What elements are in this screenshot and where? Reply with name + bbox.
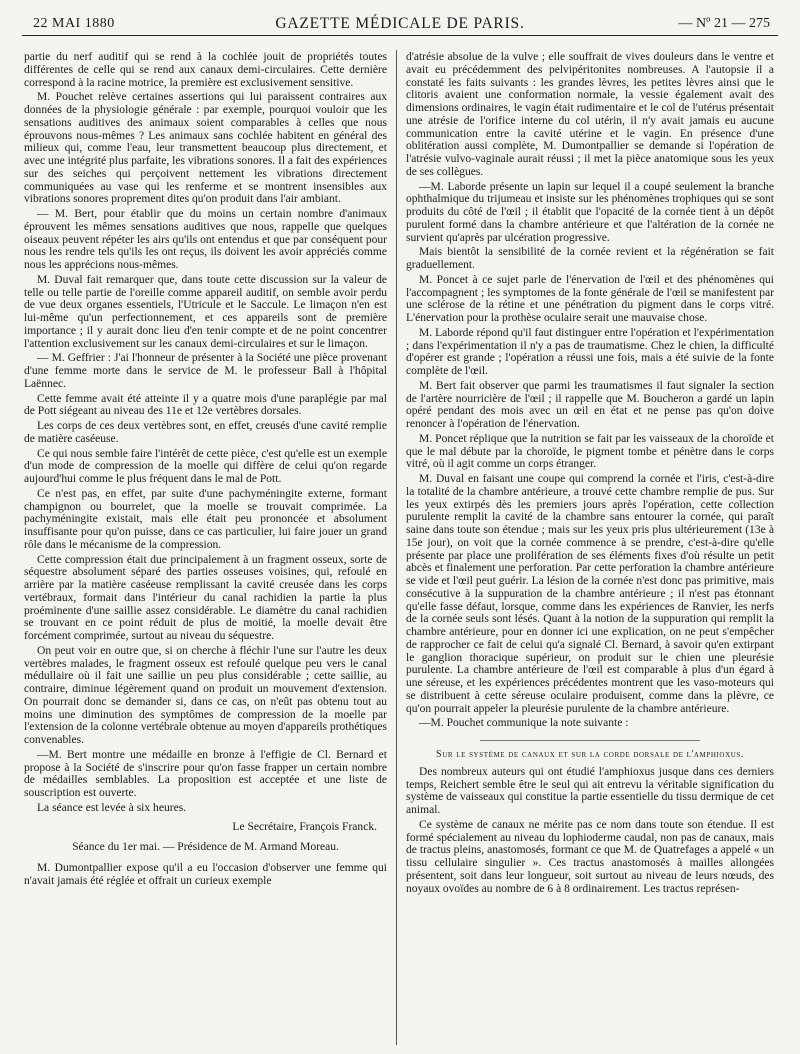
paragraph: —M. Bert montre une médaille en bronze à l'effigie de Cl. Bernard et propose à la Société de s'inscrire pour qu'on fasse frapper un certain nombre de médailles semblables. La proposition est acceptée et une liste de souscription est ouverte. <box>24 748 387 799</box>
column-divider <box>396 50 397 1045</box>
paragraph: La séance est levée à six heures. <box>37 801 187 814</box>
paragraph: M. Dumontpallier expose qu'il a eu l'occasion d'observer une femme qui n'avait jamais été réglée et offrait un curieux exemple <box>24 862 387 887</box>
secretary-signature: Le Secrétaire, François Franck. <box>232 820 377 833</box>
header-issue-page: — Nº 21 — 275 <box>678 16 770 31</box>
paragraph: Mais bientôt la sensibilité de la cornée revient et la régénération se fait graduellement. <box>406 246 774 271</box>
header-rule <box>22 35 778 36</box>
session-heading: Séance du 1er mai. — Présidence de M. Armand Moreau. <box>72 841 339 854</box>
paragraph: d'atrésie absolue de la vulve ; elle souffrait de vives douleurs dans le ventre et avait eu précédemment des pelvipéritonites nombreuses. A l'autopsie il a constaté les faits suivants : les grandes lèvres, les petites lèvres ainsi que le clitoris avaient une conformation normale, la vessie également avait des dimensions ordinaires, le vagin était rudimentaire et le col de l'utérus présentait une atrésie de l'orifice interne du col utérin, il n'y avait jamais eu aucune communication entre la cavité utérine et le vagin. En présence d'une oblitération aussi complète, M. Dumontpallier se demande si l'opération de l'atrésie vulvo-vaginale aurait réussi ; il met la pièce anatomique sous les yeux de ses collègues. <box>406 51 774 178</box>
header-title: GAZETTE MÉDICALE DE PARIS. <box>275 15 525 32</box>
paragraph: Cette compression était due principalement à un fragment osseux, sorte de séquestre absolument séparé des parties osseuses voisines, qui, refoulé en arrière par la matière caséeuse remplissant la cavité creusée dans les corps vertébraux, formait dans l'intérieur du canal rachidien la partie la plus proéminente d'une saillie assez considérable. Le diamètre du canal rachidien se trouvant en ce point réduit de plus de moitié, la moelle devait être forcément comprimée, surtout au niveau du séquestre. <box>24 553 387 642</box>
header-date: 22 MAI 1880 <box>33 16 115 31</box>
paragraph: — M. Geffrier : J'ai l'honneur de présenter à la Société une pièce provenant d'une femme morte dans le service de M. le professeur Ball à l'hôpital Laënnec. <box>24 352 387 390</box>
page-header <box>0 0 800 42</box>
paragraph: Des nombreux auteurs qui ont étudié l'amphioxus jusque dans ces derniers temps, Reichert semble être le seul qui ait entrevu la véritable signification du système de vaisseaux qui constitue la partie essentielle du tissu dermique de cet animal. <box>406 765 774 816</box>
paragraph: Cette femme avait été atteinte il y a quatre mois d'une paraplégie par mal de Pott siégeant au niveau des 11e et 12e vertèbres dorsales. <box>24 392 387 418</box>
paragraph: Ce n'est pas, en effet, par suite d'une pachyméningite externe, formant champignon ou bourrelet, que la moelle se trouvait comprimée. La pachyméningite existait, mais elle était peu prononcée et absolument insuffisante pour qu'on puisse, dans ce cas particulier, lui faire jouer un grand rôle dans le mécanisme de la compression. <box>24 487 387 551</box>
section-rule <box>480 740 701 741</box>
paragraph: M. Pouchet relève certaines assertions qui lui paraissent contraires aux données de la physiologie générale : par exemple, pourquoi vouloir que les sensations auditives des animaux soient comparables à celles que nous éprouvons nous-mêmes ? Les animaux sans cochlée habitent en général des milieux qui, comme l'eau, leur transmettent beaucoup plus directement, et avec une intégrité plus parfaite, les vibrations sonores. Il a fait des expériences sur des seiches qui perçoivent nettement les vibrations directement communiquées au vase qui les renferme et se montrent insensibles aux vibrations sonores proprement dites qu'on produit dans l'air ambiant. <box>24 91 387 206</box>
right-column <box>406 51 774 1051</box>
paragraph: M. Laborde répond qu'il faut distinguer entre l'opération et l'expérimentation ; dans l'expérimentation il n'y a pas de traumatisme. Chez le chien, la difficulté d'opérer est grande ; l'opération a réussi une fois, mais a été suivie de la fonte complète de l'œil. <box>406 326 774 377</box>
paragraph: M. Bert fait observer que parmi les traumatismes il faut signaler la section de l'artère nourricière de l'œil ; il rappelle que M. Boucheron a gardé un lapin opéré pendant des mois avec un œil en état et ne pense pas qu'on doive renoncer à l'opération de l'énervation. <box>406 379 774 430</box>
paragraph: M. Duval fait remarquer que, dans toute cette discussion sur la valeur de telle ou telle partie de l'oreille comme appareil auditif, on semble avoir perdu de vue deux organes essentiels, l'Utricule et le Saccule. Le limaçon n'en est lui-même qu'un perfectionnement, et ces appareils sont de première importance ; il y aurait donc lieu d'en tenir compte et de ne point concentrer l'attention exclusivement sur les canaux demi-circulaires et sur le limaçon. <box>24 273 387 350</box>
paragraph: Les corps de ces deux vertèbres sont, en effet, creusés d'une cavité remplie de matière caséeuse. <box>24 420 387 445</box>
paragraph: M. Poncet à ce sujet parle de l'énervation de l'œil et des phénomènes qui l'accompagnent ; les symptomes de la fonte générale de l'œil se manifestent par une sclérose de la rétine et une pénétration du pigment dans le corps vitré. L'énervation pour la prothèse oculaire serait une mauvaise chose. <box>406 273 774 324</box>
section-heading: Sur le système de canaux et sur la corde dorsale de l'amphioxus. <box>436 749 744 760</box>
paragraph: Ce qui nous semble faire l'intérêt de cette pièce, c'est qu'elle est un exemple d'un mode de compression de la moelle qui diffère de celui qu'on regarde aujourd'hui comme le plus fréquent dans le mal de Pott. <box>24 447 387 485</box>
paragraph: M. Duval en faisant une coupe qui comprend la cornée et l'iris, c'est-à-dire la totalité de la chambre antérieure, a trouvé cette chambre remplie de pus. Sur les yeux extirpés dès les premiers jours après l'opération, cette collection purulente remplit la cavité de la chambre sans entourer la cornée, qui paraît saine dans toute son étendue ; mais sur les yeux pris plus ultérieurement (13e à 15e jour), on voit que la cornée commence à se prendre, c'est-à-dire qu'elle présente par place une prolifération de ses éléments fixes d'où résulte un petit abcès et finalement une perforation. Par cette perforation la chambre antérieure se vide et l'œil peut guérir. La lésion de la cornée n'est donc pas primitive, mais consécutive à la suppuration de la chambre antérieure ; il n'est pas étonnant qu'elle fasse défaut, lorsque, comme dans les expériences de Ranvier, les nerfs de la cornée seuls sont lésés. Quant à la notion de la suppuration qui remplit la chambre antérieure, pour en donner ici une explication, on ne peut s'empêcher de rapprocher ce fait de celui qu'a signalé Cl. Bernard, à savoir qu'en extirpant le ganglion thoracique supérieur, on produit sur le chien une pleurésie purulente. La chambre antérieure de l'œil est comparable à plus d'un égard à une séreuse, et les expériences précédentes montrent que les vaso-moteurs qui se distribuent à cette séreuse oculaire produisent, comme dans la plèvre, ce qu'on pourrait appeler la pleurésie purulente de la chambre antérieure. <box>406 473 774 715</box>
paragraph: —M. Laborde présente un lapin sur lequel il a coupé seulement la branche ophthalmique du trijumeau et insiste sur les phénomènes trophiques qui se sont produits du côté de l'œil ; il établit que l'opacité de la cornée tient à un dépôt purulent formé dans la chambre antérieure et que l'altération de la cornée ne survient qu'après par ulcération progressive. <box>406 180 774 244</box>
paragraph: On peut voir en outre que, si on cherche à fléchir l'une sur l'autre les deux vertèbres malades, le fragment osseux est refoulé quelque peu vers le canal médullaire où il fait une saillie un peu plus considérable ; cette saillie, au contraire, diminue légèrement quand on produit un mouvement d'extension. On pourrait donc se demander si, dans ce cas, on n'eût pas obtenu tout au moins une diminution des symptômes de compression de la moelle par l'extension de la colonne vertébrale obtenue au moyen d'appareils prothétiques convenables. <box>24 644 387 746</box>
paragraph: Ce système de canaux ne mérite pas ce nom dans toute son étendue. Il est formé spécialement au niveau du lophioderme caudal, non pas de canaux, mais de tractus pleins, anastomosés, formant ce que M. de Quatrefages a appelé « un tissu cellulaire singulier ». Ces tractus anastomosés à mailles allongées présentent, soit dans leur longueur, soit surtout au niveau de leurs nœuds, des noyaux ovoïdes au nombre de 6 à 8 ordinairement. Les tractus représen- <box>406 818 774 895</box>
paragraph: —M. Pouchet communique la note suivante : <box>419 717 629 730</box>
paragraph: partie du nerf auditif qui se rend à la cochlée jouit de propriétés toutes différentes de celle qui se rend aux canaux demi-circulaires. Cette dernière correspond à la racine motrice, la première est exclusivement sensitive. <box>24 51 387 89</box>
left-column <box>24 51 387 1051</box>
paragraph: — M. Bert, pour établir que du moins un certain nombre d'animaux éprouvent les mêmes sensations auditives que nous, rappelle que quelques oiseaux peuvent répéter les airs qu'ils ont entendus et que par conséquent pour nous les rendre tels qu'ils les ont reçus, ils doivent les avoir appréciés comme nous les apprécions nous-mêmes. <box>24 208 387 271</box>
paragraph: M. Poncet réplique que la nutrition se fait par les vaisseaux de la choroïde et que le mal débute par la choroïde, le pigment tombe et pénètre dans le corps vitré, où il agit comme un corps étranger. <box>406 432 774 471</box>
